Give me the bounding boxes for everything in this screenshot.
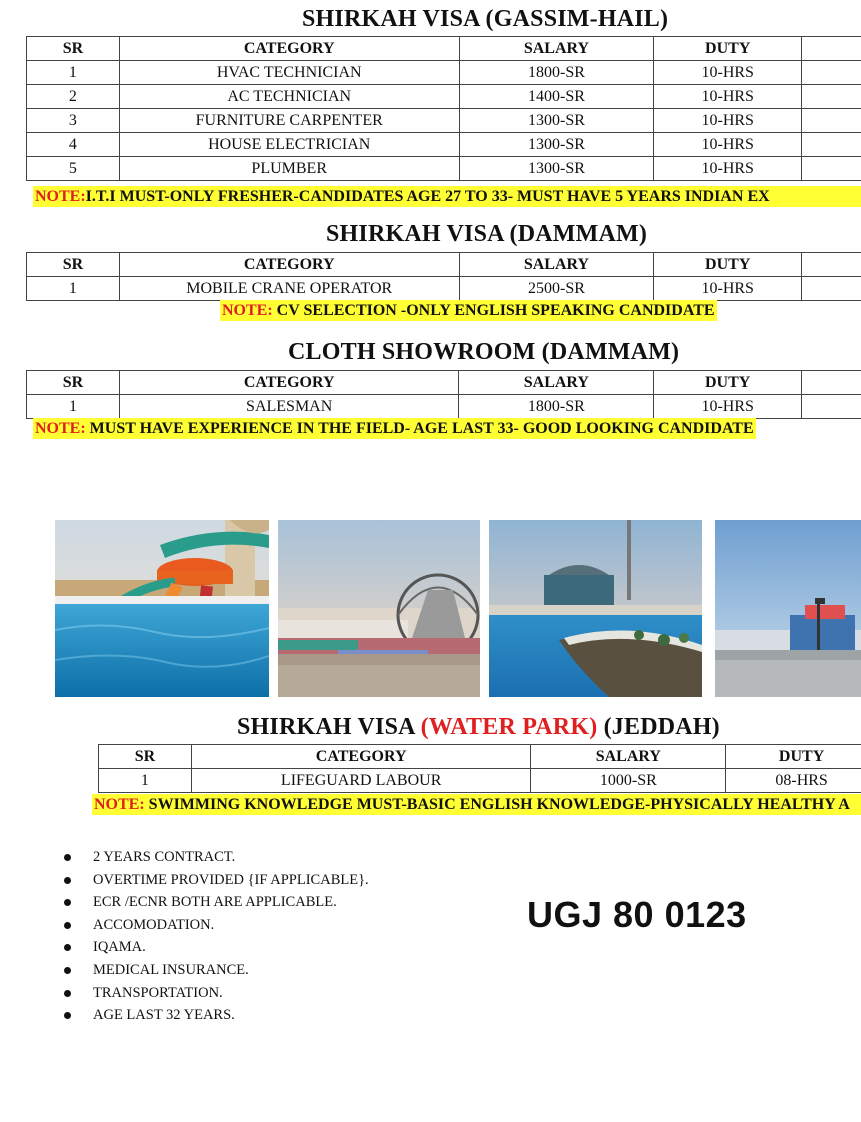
jobs-table bbox=[98, 744, 861, 793]
reference-code: UGJ 80 0123 bbox=[527, 894, 747, 935]
cell-sr: 1 bbox=[27, 61, 120, 85]
header-salary: SALARY bbox=[459, 371, 654, 395]
benefit-text: IQAMA. bbox=[93, 939, 146, 956]
dome-slide-photo bbox=[278, 520, 480, 697]
water-slide-pool-photo bbox=[55, 520, 269, 697]
header-duty: DUTY bbox=[654, 253, 802, 277]
table-row bbox=[27, 61, 861, 85]
cell-extra bbox=[802, 157, 861, 181]
header-sr: SR bbox=[27, 371, 120, 395]
cell-duty: 10-HRS bbox=[654, 133, 802, 157]
table-row bbox=[27, 395, 861, 419]
header-sr: SR bbox=[27, 37, 120, 61]
header-salary: SALARY bbox=[459, 37, 654, 61]
bullet-icon bbox=[64, 990, 71, 997]
cell-salary: 1300-SR bbox=[459, 157, 654, 181]
table-row bbox=[27, 85, 861, 109]
cell-duty: 10-HRS bbox=[654, 61, 802, 85]
header-duty: DUTY bbox=[726, 745, 861, 769]
cell-salary: 1300-SR bbox=[459, 109, 654, 133]
cell-category: MOBILE CRANE OPERATOR bbox=[119, 277, 459, 301]
cell-salary: 2500-SR bbox=[459, 277, 654, 301]
note-banner bbox=[92, 794, 861, 815]
section-title: CLOTH SHOWROOM (DAMMAM) bbox=[288, 339, 680, 365]
bullet-icon bbox=[64, 877, 71, 884]
bullet-icon bbox=[64, 967, 71, 974]
bullet-icon bbox=[64, 944, 71, 951]
dome-slide-image bbox=[278, 520, 480, 697]
benefit-text: TRANSPORTATION. bbox=[93, 984, 223, 1001]
note-text: CV SELECTION -ONLY ENGLISH SPEAKING CANDIDATE bbox=[272, 302, 715, 319]
benefit-text: ACCOMODATION. bbox=[93, 916, 215, 933]
jobs-table bbox=[26, 36, 861, 181]
table-header-row bbox=[27, 37, 861, 61]
note-text: SWIMMING KNOWLEDGE MUST-BASIC ENGLISH KNOWLEDGE-PHYSICALLY HEALTHY A bbox=[144, 796, 850, 813]
table-row bbox=[27, 109, 861, 133]
header-category: CATEGORY bbox=[191, 745, 531, 769]
title-highlight: (WATER PARK) bbox=[420, 714, 598, 740]
cell-extra bbox=[802, 61, 861, 85]
section-title: SHIRKAH VISA (DAMMAM) bbox=[326, 221, 648, 247]
note-banner bbox=[33, 186, 861, 207]
note-banner bbox=[220, 300, 717, 321]
list-item bbox=[58, 1004, 369, 1027]
cell-category: SALESMAN bbox=[119, 395, 459, 419]
cell-category: HVAC TECHNICIAN bbox=[119, 61, 459, 85]
lazy-river-photo bbox=[489, 520, 702, 697]
benefit-text: 2 YEARS CONTRACT. bbox=[93, 849, 236, 865]
header-salary: SALARY bbox=[459, 253, 654, 277]
lazy-river-image bbox=[489, 520, 702, 697]
header-category: CATEGORY bbox=[119, 371, 459, 395]
benefit-text: AGE LAST 32 YEARS. bbox=[93, 1007, 235, 1024]
table-row bbox=[27, 133, 861, 157]
benefit-text: MEDICAL INSURANCE. bbox=[93, 961, 249, 978]
list-item bbox=[58, 982, 369, 1005]
cell-salary: 1400-SR bbox=[459, 85, 654, 109]
cell-duty: 10-HRS bbox=[654, 277, 802, 301]
header-extra bbox=[802, 371, 861, 395]
cell-sr: 1 bbox=[99, 769, 192, 793]
cell-extra bbox=[802, 395, 861, 419]
cell-duty: 08-HRS bbox=[726, 769, 861, 793]
bullet-icon bbox=[64, 922, 71, 929]
list-item bbox=[58, 891, 369, 914]
header-category: CATEGORY bbox=[119, 37, 459, 61]
note-label: NOTE: bbox=[35, 420, 86, 437]
cell-extra bbox=[802, 109, 861, 133]
section-title bbox=[237, 714, 720, 741]
cell-category: LIFEGUARD LABOUR bbox=[191, 769, 531, 793]
list-item bbox=[58, 846, 369, 869]
list-item bbox=[58, 959, 369, 982]
cell-extra bbox=[802, 133, 861, 157]
cell-salary: 1300-SR bbox=[459, 133, 654, 157]
benefits-list bbox=[58, 846, 369, 1027]
cell-duty: 10-HRS bbox=[654, 395, 802, 419]
header-duty: DUTY bbox=[654, 371, 802, 395]
header-extra bbox=[802, 37, 861, 61]
list-item bbox=[58, 936, 369, 959]
benefit-text: ECR /ECNR BOTH ARE APPLICABLE. bbox=[93, 894, 337, 911]
note-label: NOTE: bbox=[35, 188, 86, 205]
benefit-text: OVERTIME PROVIDED {IF APPLICABLE}. bbox=[93, 871, 369, 888]
list-item bbox=[58, 869, 369, 892]
cell-sr: 2 bbox=[27, 85, 120, 109]
table-header-row bbox=[27, 371, 861, 395]
table-row bbox=[27, 277, 861, 301]
table-header-row bbox=[27, 253, 861, 277]
cell-salary: 1800-SR bbox=[459, 61, 654, 85]
bullet-icon bbox=[64, 854, 71, 861]
header-duty: DUTY bbox=[654, 37, 802, 61]
cell-duty: 10-HRS bbox=[654, 109, 802, 133]
table-header-row bbox=[99, 745, 861, 769]
cell-salary: 1800-SR bbox=[459, 395, 654, 419]
header-extra bbox=[802, 253, 861, 277]
bullet-icon bbox=[64, 1012, 71, 1019]
note-text: MUST HAVE EXPERIENCE IN THE FIELD- AGE LAST 33- GOOD LOOKING CANDIDATE bbox=[85, 420, 754, 437]
cell-sr: 1 bbox=[27, 395, 120, 419]
cell-salary: 1000-SR bbox=[531, 769, 726, 793]
cell-sr: 1 bbox=[27, 277, 120, 301]
slide-tower-image bbox=[715, 520, 861, 697]
jobs-table bbox=[26, 252, 861, 301]
cell-duty: 10-HRS bbox=[654, 157, 802, 181]
cell-sr: 5 bbox=[27, 157, 120, 181]
note-text: I.T.I MUST-ONLY FRESHER-CANDIDATES AGE 27 TO 33- MUST HAVE 5 YEARS INDIAN EX bbox=[85, 188, 770, 205]
cell-sr: 3 bbox=[27, 109, 120, 133]
list-item bbox=[58, 914, 369, 937]
note-label: NOTE: bbox=[94, 796, 145, 813]
note-label: NOTE: bbox=[222, 302, 273, 319]
water-slide-pool-image bbox=[55, 520, 269, 697]
title-prefix: SHIRKAH VISA bbox=[237, 714, 421, 740]
section-title: SHIRKAH VISA (GASSIM-HAIL) bbox=[302, 6, 669, 32]
cell-sr: 4 bbox=[27, 133, 120, 157]
table-row bbox=[99, 769, 861, 793]
slide-tower-photo bbox=[715, 520, 861, 697]
header-sr: SR bbox=[27, 253, 120, 277]
header-category: CATEGORY bbox=[119, 253, 459, 277]
cell-category: HOUSE ELECTRICIAN bbox=[119, 133, 459, 157]
cell-category: FURNITURE CARPENTER bbox=[119, 109, 459, 133]
jobs-table bbox=[26, 370, 861, 419]
header-salary: SALARY bbox=[531, 745, 726, 769]
table-row bbox=[27, 157, 861, 181]
bullet-icon bbox=[64, 899, 71, 906]
cell-extra bbox=[802, 85, 861, 109]
cell-category: AC TECHNICIAN bbox=[119, 85, 459, 109]
cell-duty: 10-HRS bbox=[654, 85, 802, 109]
cell-category: PLUMBER bbox=[119, 157, 459, 181]
cell-extra bbox=[802, 277, 861, 301]
header-sr: SR bbox=[99, 745, 192, 769]
note-banner bbox=[33, 418, 756, 439]
title-suffix: (JEDDAH) bbox=[597, 714, 720, 740]
